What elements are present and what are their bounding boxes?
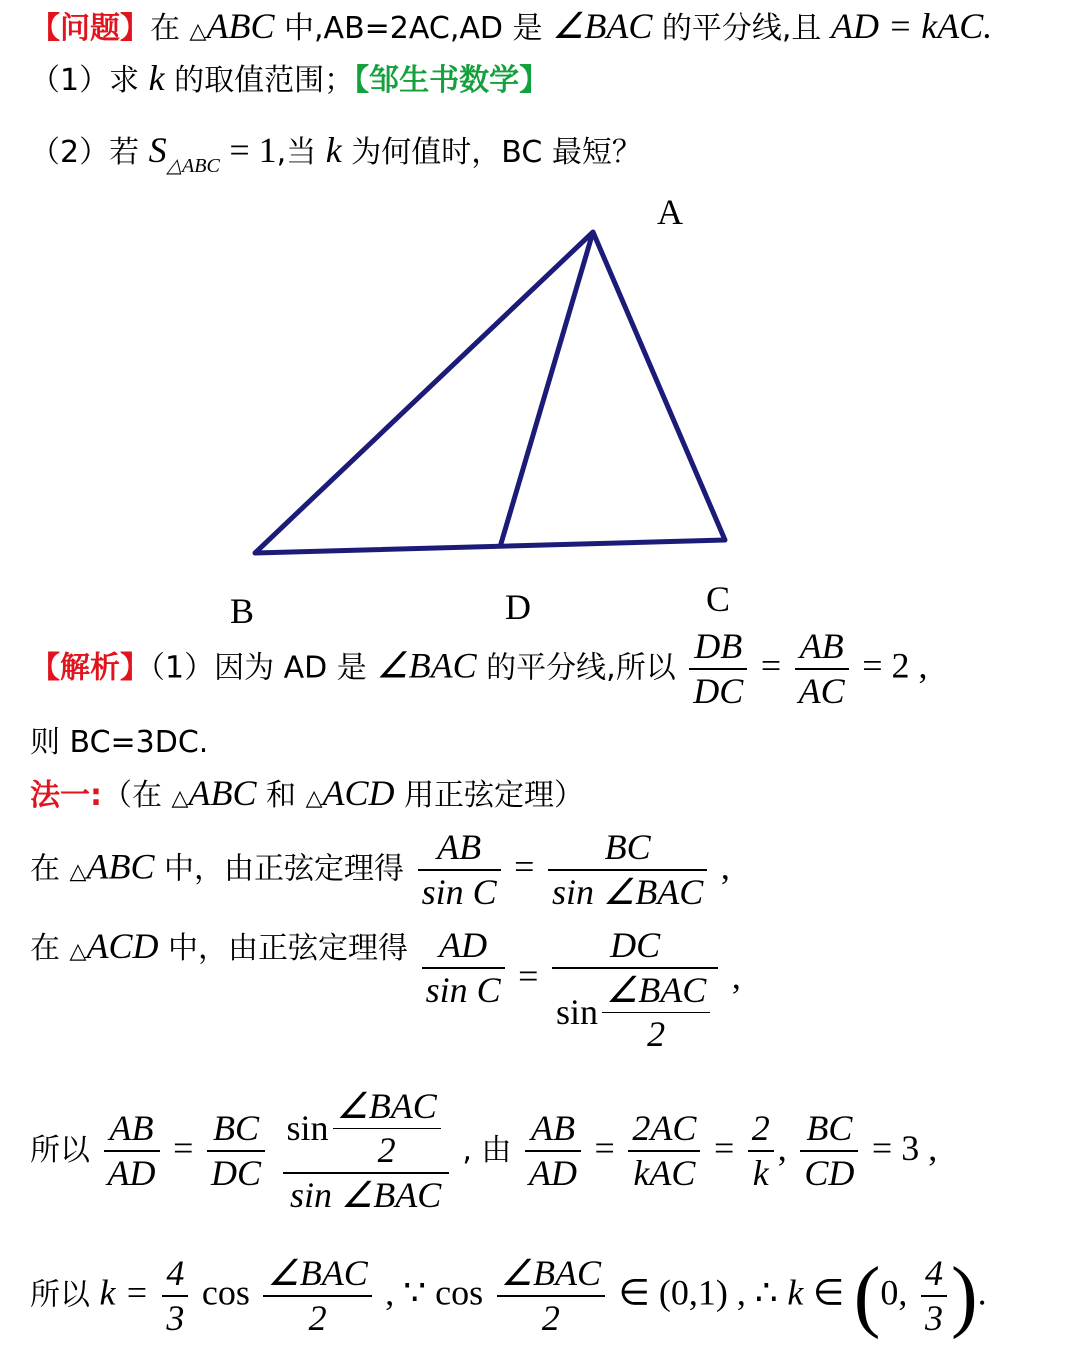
half-angle: [497, 1252, 605, 1340]
sin: sin: [286, 1108, 329, 1149]
sin: sin: [556, 992, 599, 1033]
text: 所以: [30, 1277, 90, 1313]
text: 的平分线,且: [661, 11, 822, 46]
problem-tag: 【问题】: [30, 11, 150, 46]
interval-start: 0,: [880, 1272, 908, 1313]
because-cos: , ∵ cos: [385, 1272, 484, 1313]
numerator: BC: [212, 1108, 259, 1149]
fraction-2-k: [748, 1107, 774, 1195]
text: 中,AB=2AC,AD 是: [284, 11, 543, 46]
denominator: sin C: [425, 970, 501, 1011]
text: （在: [102, 778, 162, 813]
math-acd: ACD: [322, 773, 395, 813]
fraction-bc-sinbac: [548, 826, 707, 914]
triangle-abc: [255, 232, 725, 553]
period: .: [977, 1272, 987, 1313]
numerator: AB: [799, 626, 844, 666]
in-interval: ∈ (0,1) , ∴: [618, 1272, 778, 1313]
denominator: DC: [693, 671, 744, 712]
question-1: [30, 60, 549, 96]
numerator: DB: [694, 626, 743, 666]
numerator: ∠BAC: [267, 1253, 368, 1293]
brand-tag: 【邹生书数学】: [354, 63, 550, 98]
math-angle: ∠BAC: [376, 645, 477, 686]
triangle-symbol: △: [69, 938, 87, 963]
solution-tag: 【解析】: [30, 650, 150, 686]
math-k: k: [148, 58, 165, 98]
text: （1）因为 AD 是: [150, 650, 367, 686]
numerator: ∠BAC: [500, 1253, 601, 1293]
math-angle: ∠BAC: [552, 6, 653, 46]
fraction-ab-ad-2: [525, 1107, 581, 1195]
denominator: sin C: [421, 872, 497, 913]
fraction-ad-sinc: [422, 924, 505, 1012]
numerator: AD: [439, 925, 488, 965]
math-eq: = 1: [229, 130, 277, 170]
half-angle: [333, 1085, 441, 1172]
denominator: 2: [308, 1298, 327, 1339]
text: 在: [150, 11, 180, 46]
cos: cos: [201, 1272, 250, 1313]
fraction-4-3: [162, 1252, 188, 1340]
math-ad-eq: AD = kAC.: [830, 6, 993, 46]
text: 所以: [30, 1132, 90, 1168]
text: 用正弦定理）: [404, 778, 585, 813]
triangle-symbol: △: [69, 858, 87, 884]
label-a: A: [657, 192, 683, 232]
numerator: BC: [806, 1108, 853, 1149]
numerator: ∠BAC: [336, 1086, 437, 1126]
denominator: sin ∠BAC: [552, 872, 704, 913]
triangle-lines: [255, 232, 725, 553]
math-eq: = 3 ,: [871, 1127, 938, 1168]
denominator: 2: [647, 1014, 666, 1055]
text: 中，由正弦定理得: [164, 851, 405, 887]
text: ,当: [276, 135, 317, 170]
denominator: CD: [804, 1153, 855, 1194]
label-b: B: [230, 591, 255, 631]
sine-law-abc: 在 △ABC 中，由正弦定理得 $\frac{AB}{\text{sin C}}$ = $\frac{BC}{\text{sin ∠BAC}}$ ,: [30, 826, 730, 914]
solution-line-2: [30, 725, 209, 760]
sine-law-acd: 在 △ACD 中，由正弦定理得 $\frac{AD}{\text{sin C}}$ = DC sin $\frac{\text{∠BAC}}{2}$ ,: [30, 928, 741, 1057]
numerator: 4: [924, 1253, 943, 1293]
half-angle: [263, 1252, 371, 1340]
math-sub: △ABC: [166, 155, 220, 177]
math-acd: ACD: [86, 926, 159, 966]
fraction-sin-ratio: [283, 1085, 449, 1218]
fraction-2ac-kac: [628, 1107, 700, 1195]
label-d: D: [505, 587, 531, 627]
math-k: k: [787, 1272, 804, 1313]
numerator: 2: [751, 1108, 770, 1149]
denominator: kAC: [633, 1153, 696, 1194]
text: 的平分线,所以: [486, 650, 676, 686]
text: 在: [30, 851, 60, 887]
numerator: AB: [437, 827, 482, 867]
bisector-ad: [500, 232, 593, 547]
denominator: k: [752, 1153, 769, 1194]
fraction-bc-cd: [800, 1107, 858, 1195]
math-k-eq: k =: [99, 1272, 149, 1313]
fraction-ab-sinc: [418, 826, 501, 914]
ratio-line: 所以 $\frac{AB}{AD}$ = $\frac{BC}{DC}$ sin $\frac{\text{∠BAC}}{2}$ sin ∠BAC , 由 $\frac{AB}{AD}$ = $\frac{2AC}{\text{kAC}}$ = $\frac{2}{k}$ , $\frac{BC}{CD}$ = 3 ,: [30, 1085, 937, 1218]
denominator: AC: [798, 671, 845, 712]
label-c: C: [706, 579, 731, 619]
math-abc: ABC: [206, 6, 275, 46]
text: （1）求: [30, 63, 140, 98]
text: 的取值范围；: [174, 63, 355, 98]
numerator: AB: [530, 1108, 575, 1149]
numerator: BC: [604, 827, 651, 867]
denominator: DC: [210, 1153, 261, 1194]
fraction-ab-ac: [795, 625, 849, 713]
text: 则 BC=3DC.: [30, 725, 209, 760]
final-line: 所以 k = $\frac{4}{3}$ cos $\frac{\text{∠BAC}}{2}$ , ∵ cos $\frac{\text{∠BAC}}{2}$ ∈ (0,1) , ∴ k ∈ (0, $\frac{4}{3}$ ).: [30, 1252, 987, 1341]
denominator: 3: [166, 1298, 185, 1339]
numerator: AB: [109, 1108, 154, 1149]
denominator: 3: [924, 1298, 943, 1339]
method-1-heading: [30, 775, 584, 811]
numerator: ∠BAC: [606, 970, 707, 1011]
fraction-dc-sinhalf: [552, 924, 718, 1057]
denominator: 2: [377, 1130, 396, 1171]
numerator: 4: [166, 1253, 185, 1293]
fraction-ab-ad: [104, 1107, 160, 1195]
fraction-4-3-b: [921, 1252, 947, 1340]
denominator: AD: [107, 1153, 156, 1194]
fraction-db-dc: [689, 625, 747, 713]
text: 中，由正弦定理得: [168, 931, 409, 966]
problem-line-1: [30, 8, 992, 44]
text: 在: [30, 931, 60, 966]
fraction-bc-dc: [207, 1107, 265, 1195]
denominator: 2: [541, 1298, 560, 1339]
text: 和: [266, 778, 297, 813]
numerator: DC: [610, 925, 661, 965]
math-abc: ABC: [86, 846, 155, 887]
numerator: 2AC: [632, 1108, 697, 1149]
method-tag: 法一:: [30, 778, 102, 813]
question-2: [30, 132, 642, 176]
denominator: AD: [528, 1153, 577, 1194]
triangle-symbol: △: [171, 785, 189, 810]
denominator: [552, 969, 718, 1056]
denominator: sin ∠BAC: [290, 1175, 442, 1216]
math-s: S: [148, 130, 167, 170]
math-eq: = 2 ,: [862, 645, 928, 686]
triangle-symbol: △: [189, 18, 207, 43]
text: , 由: [462, 1132, 512, 1168]
text: （2）若: [30, 135, 140, 170]
solution-line-1: 【解析】（1）因为 AD 是 ∠BAC 的平分线,所以 $\frac{DB}{DC}$ = $\frac{AB}{AC}$ = 2 ,: [30, 625, 928, 713]
math-k: k: [325, 130, 342, 170]
math-abc: ABC: [188, 773, 257, 813]
triangle-symbol: △: [305, 785, 323, 810]
in-symbol: ∈: [812, 1272, 845, 1313]
half-angle: [602, 969, 710, 1056]
text: 为何值时，BC 最短？: [351, 135, 642, 170]
numerator: [283, 1085, 449, 1172]
